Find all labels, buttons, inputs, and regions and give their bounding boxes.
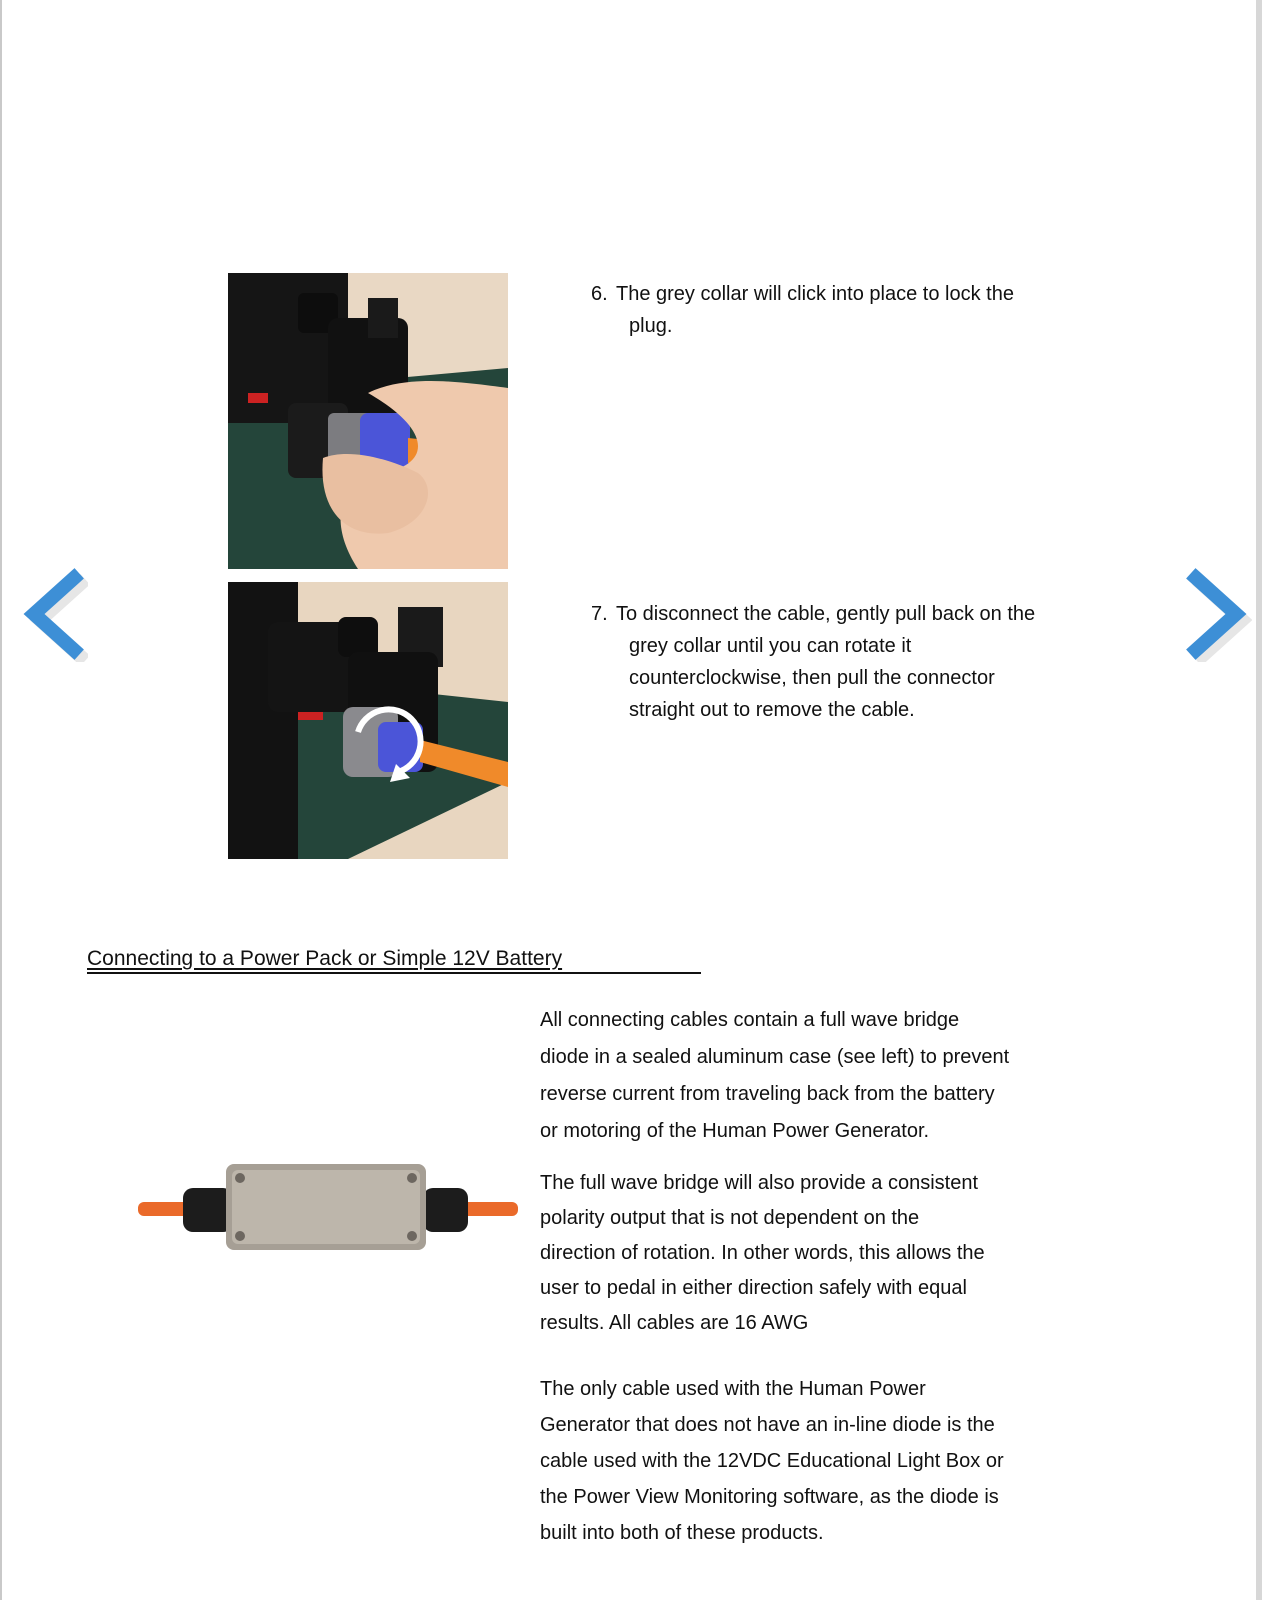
paragraph-line: diode in a sealed aluminum case (see left) to prevent	[540, 1046, 1010, 1068]
step-text-line: straight out to remove the cable.	[629, 699, 915, 721]
paragraph-line: results. All cables are 16 AWG	[540, 1312, 809, 1334]
step-text-line: grey collar until you can rotate it	[629, 635, 912, 657]
paragraph-line: cable used with the 12VDC Educational Light Box or	[540, 1450, 1004, 1472]
paragraph-polarity	[540, 1166, 1100, 1341]
paragraph-line: polarity output that is not dependent on the	[540, 1207, 920, 1229]
paragraph-line: user to pedal in either direction safely with equal	[540, 1277, 967, 1299]
photo-plug-locking	[228, 273, 508, 569]
paragraph-line: Generator that does not have an in-line diode is the	[540, 1414, 995, 1436]
step-text-line: To disconnect the cable, gently pull back on the	[616, 603, 1036, 625]
paragraph-exception	[540, 1371, 1100, 1551]
next-page-button[interactable]	[1182, 566, 1252, 662]
paragraph-line: The full wave bridge will also provide a consistent	[540, 1172, 978, 1194]
paragraph-line: the Power View Monitoring software, as the diode is	[540, 1486, 999, 1508]
step-number: 6.	[591, 283, 608, 305]
paragraph-diode-intro	[540, 1002, 1100, 1150]
section-heading-text: Connecting to a Power Pack or Simple 12V Battery	[87, 947, 563, 970]
photo-bridge-diode	[138, 1158, 518, 1258]
step-text-line: counterclockwise, then pull the connector	[629, 667, 995, 689]
section-heading	[87, 946, 701, 974]
paragraph-line: direction of rotation. In other words, this allows the	[540, 1242, 985, 1264]
chevron-right-icon	[1182, 566, 1252, 662]
step-number: 7.	[591, 603, 608, 625]
paragraph-line: reverse current from traveling back from the battery	[540, 1083, 995, 1105]
paragraph-line: built into both of these products.	[540, 1522, 824, 1544]
step-text-line: plug.	[629, 315, 673, 337]
chevron-left-icon	[18, 566, 88, 662]
paragraph-line: All connecting cables contain a full wave bridge	[540, 1009, 960, 1031]
paragraph-line: or motoring of the Human Power Generator.	[540, 1120, 930, 1142]
instruction-step-7	[591, 598, 1091, 726]
paragraph-line: The only cable used with the Human Power	[540, 1378, 926, 1400]
step-text-line: The grey collar will click into place to lock the	[616, 283, 1014, 305]
photo-collar-rotate	[228, 582, 508, 859]
instruction-step-6	[591, 278, 1091, 342]
previous-page-button[interactable]	[18, 566, 88, 662]
